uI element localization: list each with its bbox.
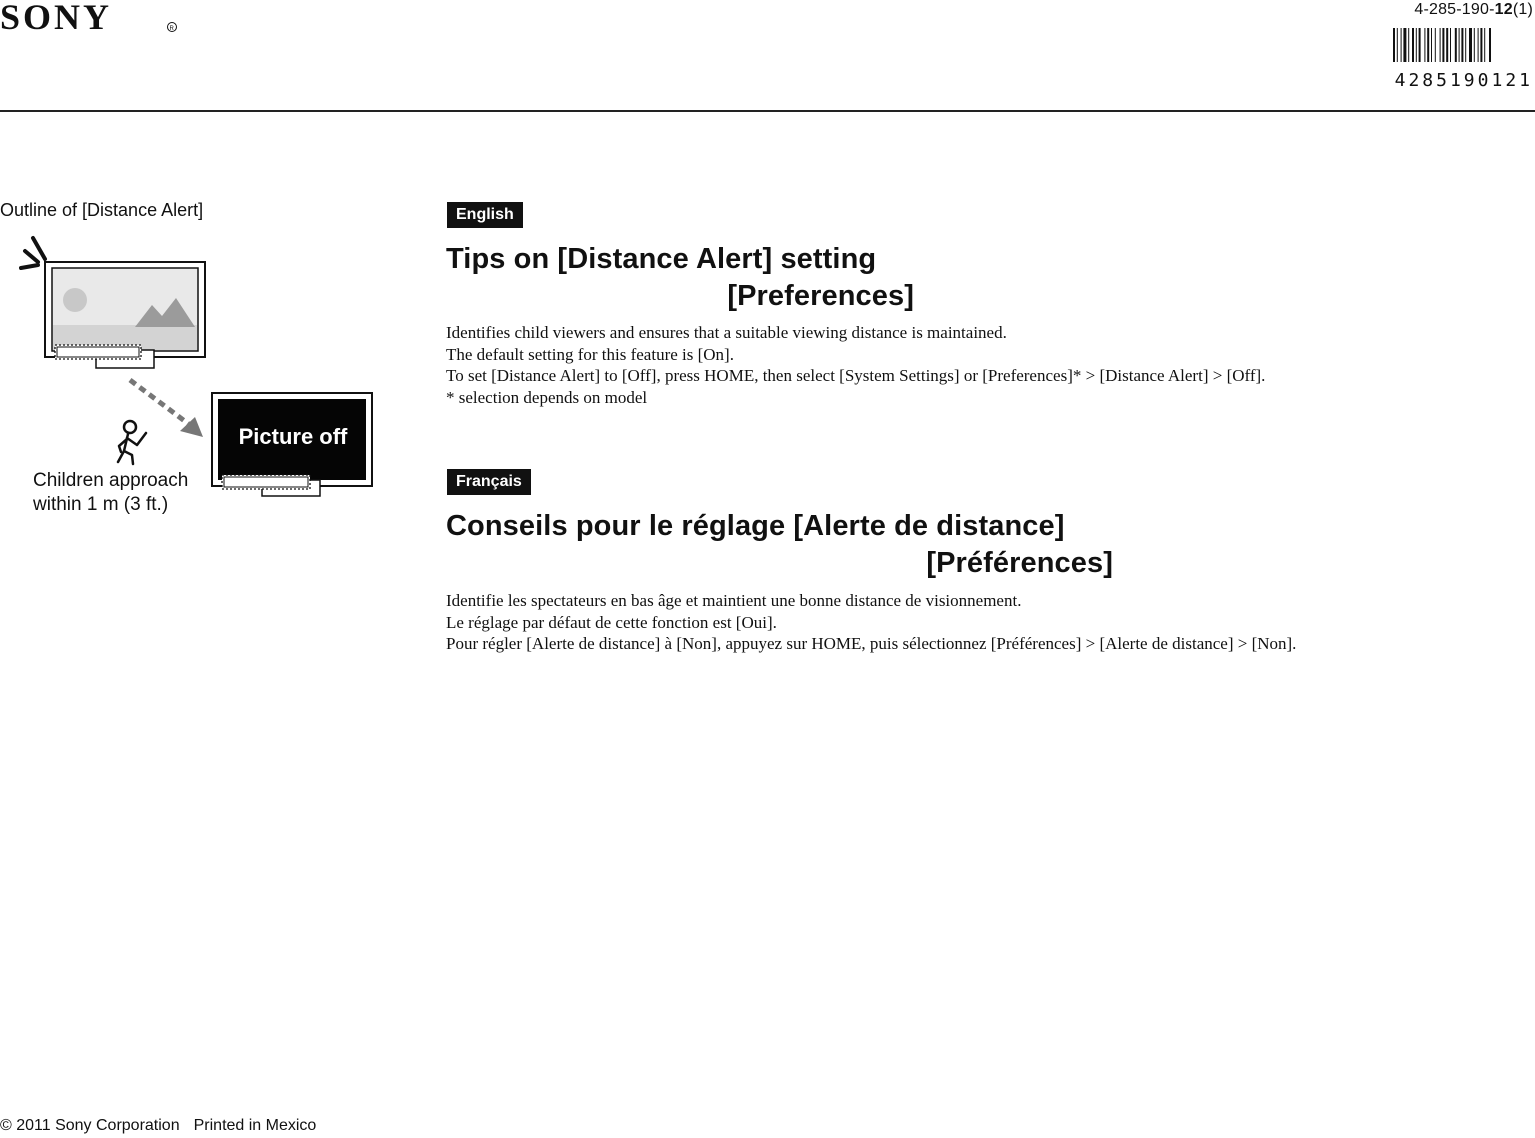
english-body bbox=[446, 322, 1265, 408]
french-line: Pour régler [Alerte de distance] à [Non], appuyez sur HOME, puis sélectionnez [Préférences] > [Alerte de distance] > [Non]. bbox=[446, 634, 1297, 653]
english-heading-line-1: Tips on [Distance Alert] setting bbox=[446, 243, 877, 275]
french-tag: Français bbox=[447, 469, 531, 495]
french-heading bbox=[446, 508, 1113, 582]
english-heading-line-2: [Preferences] bbox=[727, 280, 914, 312]
illustration-title: Outline of [Distance Alert] bbox=[0, 200, 204, 220]
copyright: © 2011 Sony Corporation bbox=[0, 1117, 180, 1134]
barcode bbox=[1393, 28, 1533, 62]
caption-line-1: Children approach bbox=[33, 470, 189, 491]
french-line: Identifie les spectateurs en bas âge et maintient une bonne distance de visionnement. bbox=[446, 591, 1022, 610]
english-line: Identifies child viewers and ensures that a suitable viewing distance is maintained. bbox=[446, 323, 1007, 342]
french-body bbox=[446, 590, 1296, 655]
footer bbox=[0, 1117, 316, 1135]
tv-normal bbox=[45, 262, 205, 368]
printed-in: Printed in Mexico bbox=[193, 1117, 317, 1134]
english-line: * selection depends on model bbox=[446, 387, 648, 407]
picture-off-text: Picture off bbox=[238, 424, 348, 449]
english-heading bbox=[446, 241, 914, 315]
svg-text:SONY: SONY bbox=[0, 0, 113, 34]
caption-line-2: within 1 m (3 ft.) bbox=[33, 494, 169, 515]
tv-picture-off bbox=[212, 393, 372, 496]
alert-marks bbox=[21, 238, 45, 268]
english-line: The default setting for this feature is [On]. bbox=[446, 344, 734, 364]
child-figure bbox=[118, 421, 146, 464]
sony-logo bbox=[0, 0, 180, 34]
french-heading-line-1: Conseils pour le réglage [Alerte de distance] bbox=[446, 510, 1065, 542]
illustration-caption bbox=[33, 469, 188, 517]
distance-alert-illustration bbox=[10, 225, 380, 505]
arrow bbox=[130, 380, 203, 437]
french-heading-line-2: [Préférences] bbox=[926, 547, 1113, 579]
header-rule bbox=[0, 110, 1535, 112]
english-tag: English bbox=[447, 202, 523, 228]
english-line: To set [Distance Alert] to [Off], press HOME, then select [System Settings] or [Preferences]* > [Distance Alert] > [Off]. bbox=[446, 366, 1266, 385]
french-line: Le réglage par défaut de cette fonction est [Oui]. bbox=[446, 612, 777, 632]
catalog-number: 4-285-190-12(1) bbox=[1414, 1, 1533, 18]
barcode-number: 4285190121 bbox=[1394, 70, 1533, 91]
svg-text:R: R bbox=[169, 26, 174, 32]
